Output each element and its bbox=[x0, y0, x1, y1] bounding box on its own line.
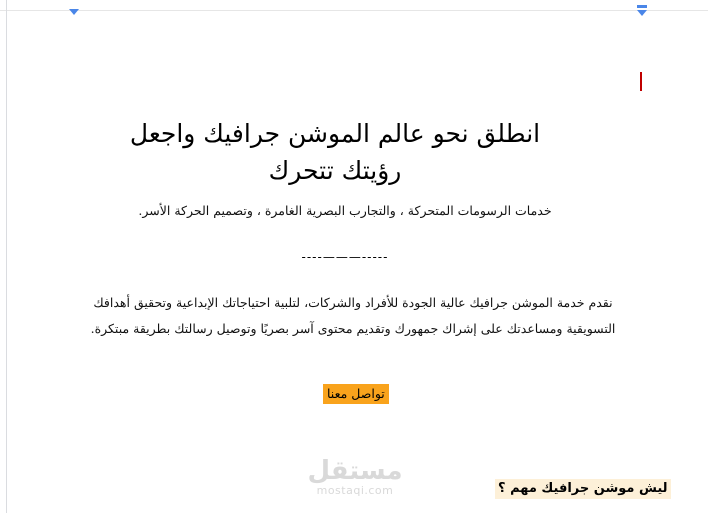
watermark-latin: mostaqi.com bbox=[316, 484, 394, 497]
left-indent-marker-icon[interactable] bbox=[69, 9, 79, 15]
right-indent-marker-icon[interactable] bbox=[637, 10, 647, 16]
text-divider[interactable]: ----———----- bbox=[301, 250, 389, 264]
page-edge bbox=[6, 0, 7, 513]
watermark-arabic: مستقل bbox=[307, 456, 403, 486]
first-line-indent-marker-icon[interactable] bbox=[637, 5, 647, 8]
section-heading[interactable]: ليش موشن جرافيك مهم ؟ bbox=[495, 479, 671, 499]
intro-paragraph[interactable]: نقدم خدمة الموشن جرافيك عالية الجودة للأفراد والشركات، لتلبية احتياجاتك الإبداعية وتحقيق أهدافك التسويقية ومساعدتك على إشراك جمهورك وتقديم محتوى آسر بصريًا وتوصيل رسالتك بطريقة مبتكرة. bbox=[90, 295, 616, 336]
document-headline[interactable]: انطلق نحو عالم الموشن جرافيك واجعل رؤيتك تتحرك bbox=[129, 119, 541, 185]
mostaql-watermark bbox=[305, 457, 405, 496]
text-cursor bbox=[640, 72, 642, 91]
horizontal-ruler[interactable] bbox=[0, 0, 708, 11]
contact-us-link[interactable]: تواصل معنا bbox=[323, 384, 389, 404]
document-subtitle[interactable]: خدمات الرسومات المتحركة ، والتجارب البصرية الغامرة ، وتصميم الحركة الأسر. bbox=[138, 203, 552, 218]
